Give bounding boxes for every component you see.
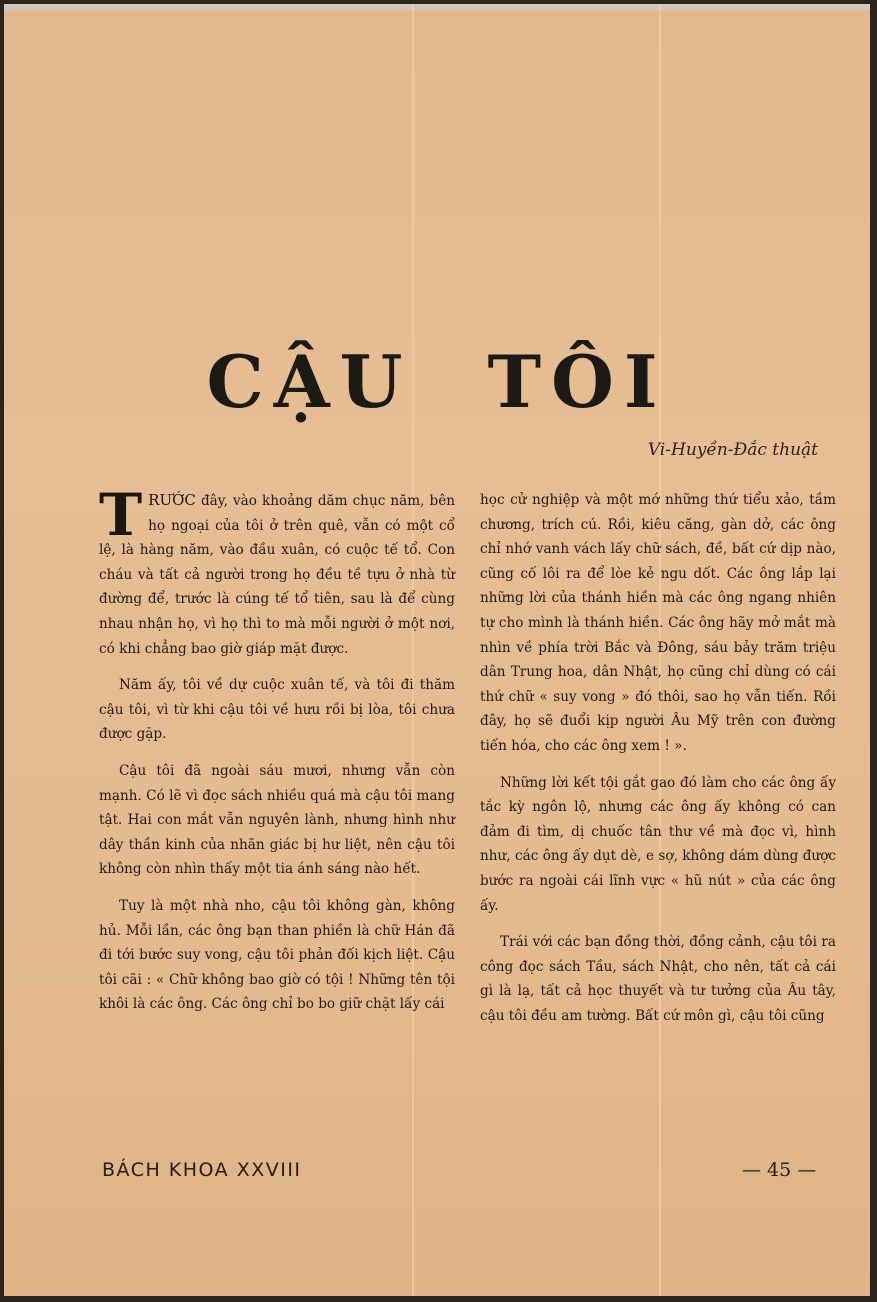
magazine-name: BÁCH KHOA XXVIII [102,1159,302,1181]
paragraph: học cử nghiệp và một mớ những thứ tiểu xảo, tầm chương, trích cú. Rồi, kiêu căng, gàn dở, các ông chỉ nhớ vanh vách lấy chữ sách, đề, bất cứ dịp nào, cũng cố lôi ra để lòe kẻ ngu dốt. Các ông lắp lại những lời của thánh hiền mà các ông ngang nhiên tự cho mình là thánh hiền. Các ông hãy mở mắt mà nhìn về phía trời Bắc và Đông, sáu bảy trăm triệu dân Trung hoa, dân Nhật, họ cũng chỉ dùng có cái thứ chữ « suy vong » đó thôi, sao họ vẫn tiến. Rồi đây, họ sẽ đuổi kịp người Âu Mỹ trên con đường tiến hóa, cho các ông xem ! ». [480,492,836,754]
paragraph: Những lời kết tội gắt gao đó làm cho các ông ấy tắc kỳ ngôn lộ, nhưng các ông ấy không có can đảm đi tìm, dị chuốc tân thư về mà đọc vì, hình như, các ông ấy dụt dè, e sợ, không dám dùng được bước ra ngoài cái lĩnh vực « hũ nút » của các ông ấy. [480,774,836,914]
paragraph [99,481,455,661]
page-top-edge [4,4,870,10]
paragraph: Năm ấy, tôi về dự cuộc xuân tế, và tôi đi thăm cậu tôi, vì từ khi cậu tôi về hưu rồi bị lòa, tôi chưa được gặp. [99,677,455,743]
paragraph: Cậu tôi đã ngoài sáu mươi, nhưng vẫn còn mạnh. Có lẽ vì đọc sách nhiều quá mà cậu tôi mang tật. Hai con mắt vẫn nguyên lành, nhưng hình như dây thần kinh của nhãn giác bị hư liệt, nên cậu tôi không còn nhìn thấy một tia ánh sáng nào hết. [99,762,455,878]
article-author: Vi-Huyền-Đắc thuật [647,440,818,460]
first-word: RƯỚC [148,491,196,509]
article-title: CẬU TÔI [206,339,668,424]
drop-cap: T [99,481,143,549]
page-number: — 45 — [742,1159,817,1181]
left-column [99,481,455,1029]
paragraph: Tuy là một nhà nho, cậu tôi không gàn, không hủ. Mỗi lần, các ông bạn than phiền là chữ Hán đã đi tới bước suy vong, cậu tôi phản đối kịch liệt. Cậu tôi cãi : « Chữ không bao giờ có tội ! Những tên tội khôi là các ông. Các ông chỉ bo bo giữ chặt lấy cái [99,897,455,1013]
right-column [480,488,836,1040]
paragraph: Trái với các bạn đồng thời, đồng cảnh, cậu tôi ra công đọc sách Tầu, sách Nhật, cho nên, tất cả cái gì là lạ, tất cả học thuyết và tư tưởng của Âu tây, cậu tôi đều am tường. Bất cứ môn gì, cậu tôi cũng [480,934,836,1024]
paragraph-text: đây, vào khoảng dăm chục năm, bên họ ngoại của tôi ở trên quê, vẫn có một cổ lệ, là hàng năm, vào đầu xuân, có cuộc tế tổ. Con cháu và tất cả người trong họ đều tề tựu ở nhà từ đường để, trước là cúng tế tổ tiên, sau là để cùng nhau nhận họ, vì họ thì to mà mỗi người ở một nơi, có khi chẳng bao giờ giáp mặt được. [99,493,455,657]
magazine-page [4,4,870,1296]
